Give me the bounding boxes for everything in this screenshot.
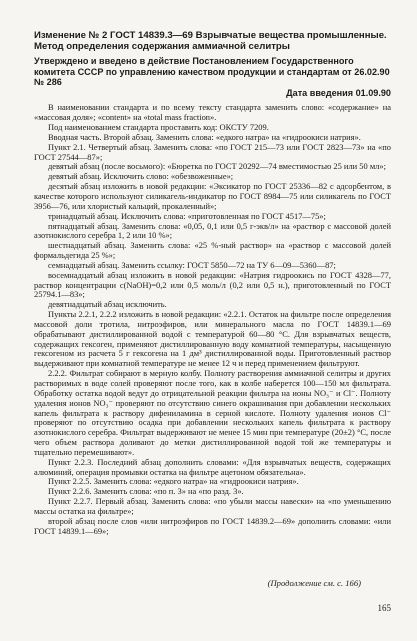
- paragraph: 2.2.2. Фильтрат собирают в мерную колбу. Полноту растворения аммиачной селитры и других растворимых в воде солей проверяют после того, как в колбе наберется 100—150 мл фильтрата. Обработку остатка водой ведут до отрицательной реакции фильтра на ионы NO₃⁻ и Cl⁻. Полноту удаления ионов NO₃⁻ проверяют по отсутствию синего окрашивания при добавлении нескольких капель фильтрата к раствору дифениламина в серной кислоте. Полноту удаления ионов Cl⁻ проверяют по отсутствию осадка при добавлении нескольких капель фильтрата к раствору азотнокислого серебра. Фильтрат выдерживают не менее 15 мин при температуре (20±2) °С, после чего объем раствора доливают до метки дистиллированной водой той же температуры и тщательно перемешивают».: [34, 368, 391, 457]
- effective-date: Дата введения 01.09.90: [286, 87, 391, 98]
- paragraph: девятый абзац (после восьмого): «Бюретка по ГОСТ 20292—74 вместимостью 25 или 50 мл»;: [48, 161, 386, 172]
- paragraph: Пункты 2.2.1, 2.2.2 изложить в новой редакции: «2.2.1. Остаток на фильтре после определения массовой доли тротила, нитроэфиров, или минерального масла по ГОСТ 14839.1—69 обрабатывают дистиллированной водой с температурой 60—80 °С. Для взрывчатых веществ, содержащих гексоген, применяют дистиллированную воду комнатной температуры, насыщенную гексогеном из расчета 5 г гексогена на 1 дм³ дистиллированной воды. Приготовленный раствор выдерживают при комнатной температуре не менее 12 ч и перед применением фильтруют.: [34, 309, 391, 369]
- paragraph: Пункт 2.2.6. Заменить слова: «по п. 3» на «по разд. 3».: [48, 486, 244, 497]
- paragraph: Пункт 2.2.5. Заменить слова: «едкого натра» на «гидроокиси натрия».: [48, 476, 299, 487]
- paragraph: восемнадцатый абзац изложить в новой редакции: «Натрия гидроокись по ГОСТ 4328—77, раствор концентрации c(NaOH)=0,2 или 0,5 моль/л (0,2 или 0,5 н.), приготовленный по ГОСТ 25794.1—83»;: [34, 269, 391, 300]
- paragraph: Пункт 2.2.3. Последний абзац дополнить словами: «Для взрывчатых веществ, содержащих алюминий, операция промывки остатка на фильтре ацетоном обязательна».: [34, 456, 391, 477]
- paragraph: пятнадцатый абзац. Заменить слова: «0,05, 0,1 или 0,5 г-экв/л» на «раствор с массовой долей азотнокислого серебра 1, 2 или 10 %»;: [34, 220, 391, 241]
- paragraph: семнадцатый абзац. Заменить ссылку: ГОСТ 5850—72 на ТУ 6—09—5360—87;: [48, 259, 336, 270]
- continuation-note: (Продолжение см. с. 166): [267, 578, 361, 588]
- paragraph: второй абзац после слов «или нитроэфиров по ГОСТ 14839.2—69» дополнить словами: «или ГОСТ 14839.1—69»;: [34, 515, 391, 536]
- approval-statement: Утверждено и введено в действие Постановлением Государственного комитета СССР по управлению качеством продукции и стандартам от 26.02.90 № 286: [34, 56, 390, 88]
- paragraph: десятый абзац изложить в новой редакции: «Эксикатор по ГОСТ 25336—82 с адсорбентом, в качестве которого используют силикагель-индикатор по ГОСТ 8984—75 или силикагель по ГОСТ 3956—76, или хлористый кальций, прокаленный»;: [34, 181, 391, 211]
- paragraph: девятый абзац. Исключить слово: «обезвоженные»;: [48, 171, 234, 182]
- paragraph: В наименовании стандарта и по всему тексту стандарта заменить слово: «содержание» на «массовая доля»; «content» на «total mass fraction».: [34, 102, 391, 123]
- amendment-title: Изменение № 2 ГОСТ 14839.3—69 Взрывчатые вещества промышленные. Метод определения содержания аммиачной селитры: [34, 30, 387, 52]
- paragraph: шестнадцатый абзац. Заменить слова: «25 %-ный раствор» на «раствор с массовой долей формальдегида 25 %»;: [34, 240, 391, 261]
- paragraph: Вводная часть. Второй абзац. Заменить слова: «едкого натра» на «гидроокиси натрия».: [48, 131, 361, 142]
- paragraph: Пункт 2.2.7. Первый абзац. Заменить слова: «по убыли массы навески» на «по уменьшению массы остатка на фильтре»;: [34, 496, 391, 516]
- document-body: [34, 103, 391, 536]
- page-number: 165: [377, 603, 391, 613]
- paragraph: тринадцатый абзац. Исключить слова: «приготовленная по ГОСТ 4517—75»;: [48, 210, 326, 221]
- paragraph: девятнадцатый абзац исключить.: [48, 299, 167, 310]
- paragraph: Пункт 2.1. Четвертый абзац. Заменить слова: «по ГОСТ 215—73 или ГОСТ 2823—73» на «по ГОСТ 27544—87»;: [34, 141, 391, 162]
- paragraph: Под наименованием стандарта проставить код: ОКСТУ 7209.: [48, 122, 269, 133]
